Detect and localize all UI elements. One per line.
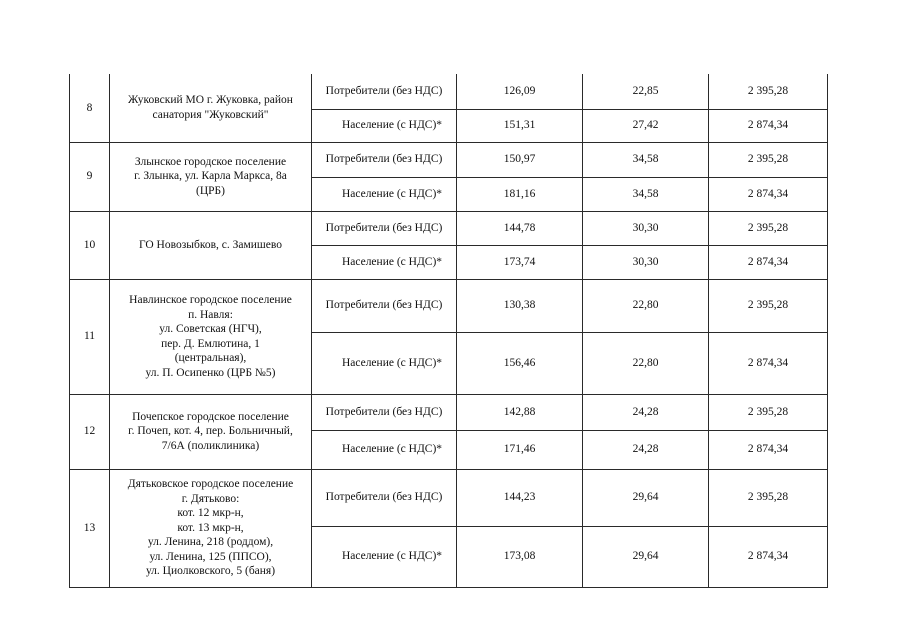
location-cell [110, 394, 312, 469]
value-cell-1: 156,46 [457, 332, 583, 394]
value-cell-1: 150,97 [457, 142, 583, 177]
location-line: (центральная), [174, 352, 247, 364]
category-consumers: Потребители (без НДС) [312, 211, 457, 245]
row-number: 8 [70, 74, 110, 142]
location-line: Почепское городское поселение [132, 410, 289, 423]
category-consumers: Потребители (без НДС) [312, 74, 457, 109]
value-cell-3: 2 395,28 [709, 211, 828, 245]
value-cell-3: 2 874,34 [709, 332, 828, 394]
category-population: Население (с НДС)* [312, 177, 457, 211]
value-cell-2: 30,30 [583, 245, 709, 279]
location-line: Дятьковское городское поселение [127, 478, 294, 491]
table-row [70, 279, 828, 332]
value-cell-3: 2 874,34 [709, 109, 828, 142]
value-cell-2: 34,58 [583, 142, 709, 177]
value-cell-2: 27,42 [583, 109, 709, 142]
value-cell-3: 2 395,28 [709, 394, 828, 430]
value-cell-2: 22,85 [583, 74, 709, 109]
location-line: г. Почеп, кот. 4, пер. Больничный, [128, 425, 293, 438]
category-population: Население (с НДС)* [312, 332, 457, 394]
location-cell [110, 142, 312, 211]
location-line: ул. Циолковского, 5 (баня) [145, 565, 276, 578]
value-cell-2: 22,80 [583, 332, 709, 394]
location-line: кот. 13 мкр-н, [177, 521, 244, 534]
value-cell-1: 181,16 [457, 177, 583, 211]
value-cell-1: 142,88 [457, 394, 583, 430]
location-line: Навлинское городское поселение [129, 294, 292, 306]
row-number: 11 [70, 279, 110, 394]
location-line: г. Дятьково: [181, 492, 240, 505]
table-row [70, 211, 828, 245]
value-cell-1: 144,78 [457, 211, 583, 245]
location-line: 7/6А (поликлиника) [161, 439, 260, 452]
location-line: ул. Ленина, 125 (ППСО), [149, 550, 272, 563]
value-cell-2: 24,28 [583, 394, 709, 430]
value-cell-3: 2 395,28 [709, 74, 828, 109]
value-cell-3: 2 874,34 [709, 245, 828, 279]
location-line: Жуковский МО г. Жуковка, район [128, 94, 293, 107]
value-cell-3: 2 874,34 [709, 526, 828, 587]
category-population: Население (с НДС)* [312, 245, 457, 279]
row-number: 10 [70, 211, 110, 279]
location-line: Злынское городское поселение [134, 155, 287, 168]
table-row [70, 142, 828, 177]
category-population: Население (с НДС)* [312, 526, 457, 587]
tariff-table [69, 74, 828, 588]
location-line: п. Навля: [188, 308, 233, 321]
value-cell-1: 173,08 [457, 526, 583, 587]
value-cell-3: 2 395,28 [709, 469, 828, 526]
location-line: пер. Д. Емлютина, 1 [161, 337, 260, 350]
category-consumers: Потребители (без НДС) [312, 469, 457, 526]
category-consumers: Потребители (без НДС) [312, 279, 457, 332]
location-line: санатория "Жуковский" [152, 108, 269, 121]
value-cell-1: 151,31 [457, 109, 583, 142]
location-cell [110, 74, 312, 142]
value-cell-3: 2 874,34 [709, 177, 828, 211]
value-cell-2: 30,30 [583, 211, 709, 245]
row-number: 13 [70, 469, 110, 587]
category-consumers: Потребители (без НДС) [312, 142, 457, 177]
location-line: г. Злынка, ул. Карла Маркса, 8а [134, 170, 287, 183]
table-row [70, 469, 828, 526]
value-cell-1: 171,46 [457, 430, 583, 469]
location-line: (ЦРБ) [196, 184, 225, 197]
location-line: ГО Новозыбков, с. Замишево [139, 238, 282, 251]
location-line: кот. 12 мкр-н, [177, 507, 244, 520]
row-number: 9 [70, 142, 110, 211]
value-cell-2: 22,80 [583, 279, 709, 332]
location-cell [110, 211, 312, 279]
value-cell-2: 34,58 [583, 177, 709, 211]
value-cell-2: 24,28 [583, 430, 709, 469]
location-cell [110, 469, 312, 587]
category-consumers: Потребители (без НДС) [312, 394, 457, 430]
value-cell-3: 2 395,28 [709, 142, 828, 177]
category-population: Население (с НДС)* [312, 430, 457, 469]
table-row [70, 394, 828, 430]
row-number: 12 [70, 394, 110, 469]
value-cell-2: 29,64 [583, 469, 709, 526]
location-cell [110, 279, 312, 394]
value-cell-2: 29,64 [583, 526, 709, 587]
value-cell-3: 2 395,28 [709, 279, 828, 332]
category-population: Население (с НДС)* [312, 109, 457, 142]
table-row [70, 74, 828, 109]
value-cell-3: 2 874,34 [709, 430, 828, 469]
value-cell-1: 126,09 [457, 74, 583, 109]
value-cell-1: 144,23 [457, 469, 583, 526]
value-cell-1: 130,38 [457, 279, 583, 332]
location-line: ул. Советская (НГЧ), [159, 323, 262, 335]
value-cell-1: 173,74 [457, 245, 583, 279]
location-line: ул. Ленина, 218 (роддом), [147, 536, 274, 549]
location-line: ул. П. Осипенко (ЦРБ №5) [145, 366, 276, 379]
